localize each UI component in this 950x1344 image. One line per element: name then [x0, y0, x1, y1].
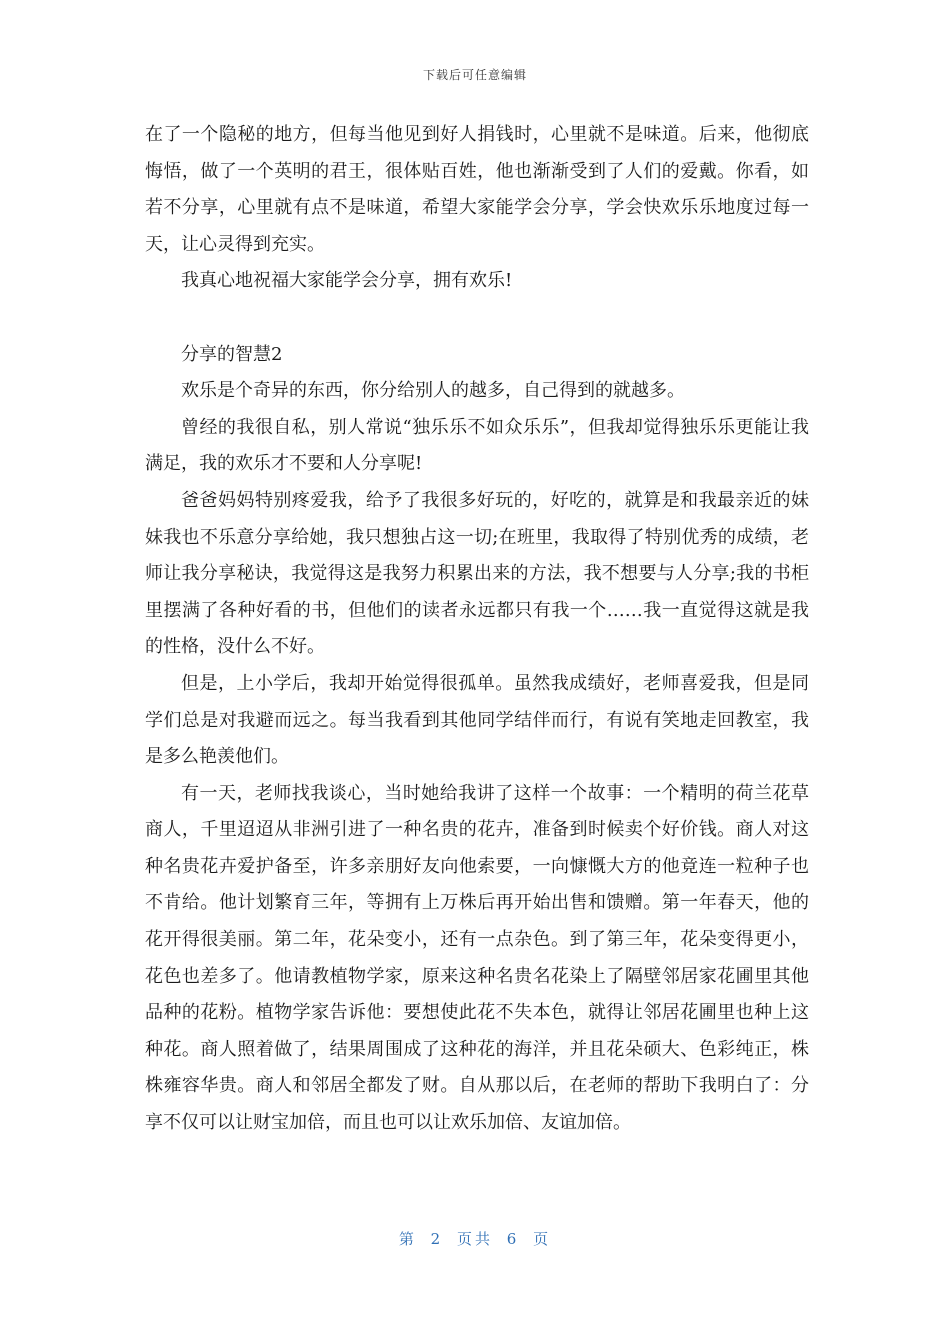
document-body: [145, 117, 809, 1142]
section-title: 分享的智慧2: [181, 343, 283, 365]
paragraph: 在了一个隐秘的地方，但每当他见到好人捐钱时，心里就不是味道。后来，他彻底悔悟，做了一个英明的君王，很体贴百姓，他也渐渐受到了人们的爱戴。你看，如若不分享，心里就有点不是味道，希望大家能学会分享，学会快欢乐乐地度过每一天，让心灵得到充实。: [145, 124, 809, 255]
paragraph: 有一天，老师找我谈心，当时她给我讲了这样一个故事：一个精明的荷兰花草商人，千里迢迢从非洲引进了一种名贵的花卉，准备到时候卖个好价钱。商人对这种名贵花卉爱护备至，许多亲朋好友向他索要，一向慷慨大方的他竟连一粒种子也不肯给。他计划繁育三年，等拥有上万株后再开始出售和馈赠。第一年春天，他的花开得很美丽。第二年，花朵变小，还有一点杂色。到了第三年，花朵变得更小，花色也差多了。他请教植物学家，原来这种名贵名花染上了隔壁邻居家花圃里其他品种的花粉。植物学家告诉他：要想使此花不失本色，就得让邻居花圃里也种上这种花。商人照着做了，结果周围成了这种花的海洋，并且花朵硕大、色彩纯正，株株雍容华贵。商人和邻居全都发了财。自从那以后，在老师的帮助下我明白了：分享不仅可以让财宝加倍，而且也可以让欢乐加倍、友谊加倍。: [145, 782, 809, 1134]
paragraph: 欢乐是个奇异的东西，你分给别人的越多，自己得到的就越多。: [181, 380, 685, 402]
blank-line: [145, 300, 809, 337]
paragraph: 爸爸妈妈特别疼爱我，给予了我很多好玩的，好吃的，就算是和我最亲近的妹妹我也不乐意分享给她，我只想独占这一切;在班里，我取得了特别优秀的成绩，老师让我分享秘诀，我觉得这是我努力积累出来的方法，我不想要与人分享;我的书柜里摆满了各种好看的书，但他们的读者永远都只有我一个……我一直觉得这就是我的性格，没什么不好。: [145, 489, 809, 658]
paragraph: 但是，上小学后，我却开始觉得很孤单。虽然我成绩好，老师喜爱我，但是同学们总是对我避而远之。每当我看到其他同学结伴而行，有说有笑地走回教室，我是多么艳羡他们。: [145, 672, 809, 768]
paragraph: 曾经的我很自私，别人常说“独乐乐不如众乐乐”，但我却觉得独乐乐更能让我满足，我的欢乐才不要和人分享呢!: [145, 416, 809, 475]
page-header: 下载后可任意编辑: [422, 68, 527, 82]
page-number: 第 2 页共 6 页: [398, 1230, 552, 1248]
paragraph: 我真心地祝福大家能学会分享，拥有欢乐!: [181, 270, 513, 292]
